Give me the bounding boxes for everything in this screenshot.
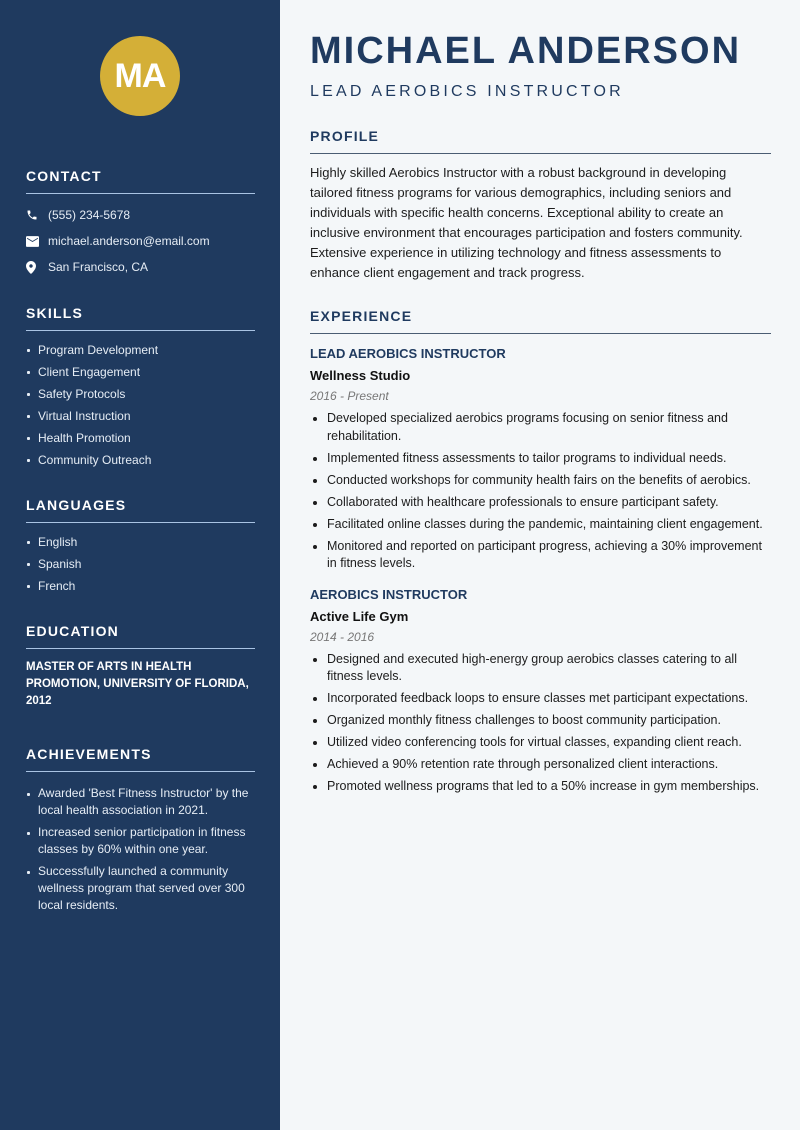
job-entry bbox=[310, 346, 771, 573]
skills-section bbox=[26, 305, 255, 471]
profile-heading: PROFILE bbox=[310, 128, 771, 154]
skill-item: Community Outreach bbox=[26, 449, 255, 471]
skill-item: Client Engagement bbox=[26, 361, 255, 383]
contact-heading: CONTACT bbox=[26, 168, 255, 194]
job-bullet: Incorporated feedback loops to ensure classes met participant expectations. bbox=[310, 690, 771, 708]
job-bullet: Designed and executed high-energy group aerobics classes catering to all fitness levels. bbox=[310, 651, 771, 686]
job-bullet: Utilized video conferencing tools for virtual classes, expanding client reach. bbox=[310, 734, 771, 752]
experience-section bbox=[310, 308, 771, 800]
skill-item: Safety Protocols bbox=[26, 383, 255, 405]
location-pin-icon bbox=[26, 261, 48, 274]
achievement-item: Increased senior participation in fitness classes by 60% within one year. bbox=[26, 824, 255, 858]
languages-heading: LANGUAGES bbox=[26, 497, 255, 523]
achievements-section bbox=[26, 746, 255, 919]
skill-item: Virtual Instruction bbox=[26, 405, 255, 427]
skills-heading: SKILLS bbox=[26, 305, 255, 331]
email-icon bbox=[26, 236, 48, 247]
achievements-heading: ACHIEVEMENTS bbox=[26, 746, 255, 772]
achievement-item: Successfully launched a community wellness program that served over 300 local residents. bbox=[26, 863, 255, 914]
job-bullet: Facilitated online classes during the pandemic, maintaining client engagement. bbox=[310, 516, 771, 534]
languages-list bbox=[26, 531, 255, 597]
candidate-title: LEAD AEROBICS INSTRUCTOR bbox=[310, 83, 624, 100]
language-item: Spanish bbox=[26, 553, 255, 575]
job-company: Wellness Studio bbox=[310, 368, 411, 383]
job-dates: 2016 - Present bbox=[310, 389, 389, 403]
job-bullet: Developed specialized aerobics programs focusing on senior fitness and rehabilitation. bbox=[310, 410, 771, 445]
sidebar bbox=[0, 0, 280, 1130]
language-item: English bbox=[26, 531, 255, 553]
job-title: LEAD AEROBICS INSTRUCTOR bbox=[310, 346, 506, 361]
job-title: AEROBICS INSTRUCTOR bbox=[310, 586, 468, 602]
email-text[interactable]: michael.anderson@email.com bbox=[48, 234, 210, 248]
education-entry: MASTER OF ARTS IN HEALTH PROMOTION, UNIVERSITY OF FLORIDA, 2012 bbox=[26, 661, 249, 707]
contact-section bbox=[26, 168, 255, 280]
candidate-name: MICHAEL ANDERSON bbox=[310, 30, 742, 72]
profile-summary: Highly skilled Aerobics Instructor with a robust background in developing tailored fitness programs for various demographics, including seniors and individuals with specific health concerns. Exceptional ability to create an inclusive environment that encourages participation and fosters community. Extensive experience in utilizing technology and fitness assessments to enhance client engagement and track progress. bbox=[310, 165, 743, 280]
language-item: French bbox=[26, 575, 255, 597]
job-bullet: Organized monthly fitness challenges to boost community participation. bbox=[310, 712, 771, 730]
phone-icon bbox=[26, 209, 48, 221]
skills-list bbox=[26, 339, 255, 471]
contact-phone bbox=[26, 202, 255, 228]
avatar: MA bbox=[100, 36, 180, 116]
profile-section bbox=[310, 128, 771, 283]
job-bullets bbox=[310, 410, 771, 573]
job-bullet: Collaborated with healthcare professionals to ensure participant safety. bbox=[310, 494, 771, 512]
contact-location bbox=[26, 254, 255, 280]
achievement-item: Awarded 'Best Fitness Instructor' by the local health association in 2021. bbox=[26, 785, 255, 819]
job-bullet: Achieved a 90% retention rate through personalized client interactions. bbox=[310, 756, 771, 774]
education-section bbox=[26, 623, 255, 710]
contact-email bbox=[26, 228, 255, 254]
job-bullet: Conducted workshops for community health fairs on the benefits of aerobics. bbox=[310, 472, 771, 490]
experience-heading: EXPERIENCE bbox=[310, 308, 771, 334]
phone-text: (555) 234-5678 bbox=[48, 208, 131, 222]
job-company: Active Life Gym bbox=[310, 608, 409, 624]
job-bullets bbox=[310, 651, 771, 796]
skill-item: Program Development bbox=[26, 339, 255, 361]
job-entry bbox=[310, 587, 771, 796]
job-dates: 2014 - 2016 bbox=[310, 629, 375, 644]
education-heading: EDUCATION bbox=[26, 623, 255, 649]
languages-section bbox=[26, 497, 255, 597]
job-bullet: Promoted wellness programs that led to a 50% increase in gym memberships. bbox=[310, 778, 771, 796]
job-bullet: Implemented fitness assessments to tailor programs to individual needs. bbox=[310, 450, 771, 468]
achievements-list bbox=[26, 785, 255, 914]
skill-item: Health Promotion bbox=[26, 427, 255, 449]
location-text: San Francisco, CA bbox=[48, 260, 149, 274]
job-bullet: Monitored and reported on participant progress, achieving a 30% improvement in fitness levels. bbox=[310, 538, 771, 573]
